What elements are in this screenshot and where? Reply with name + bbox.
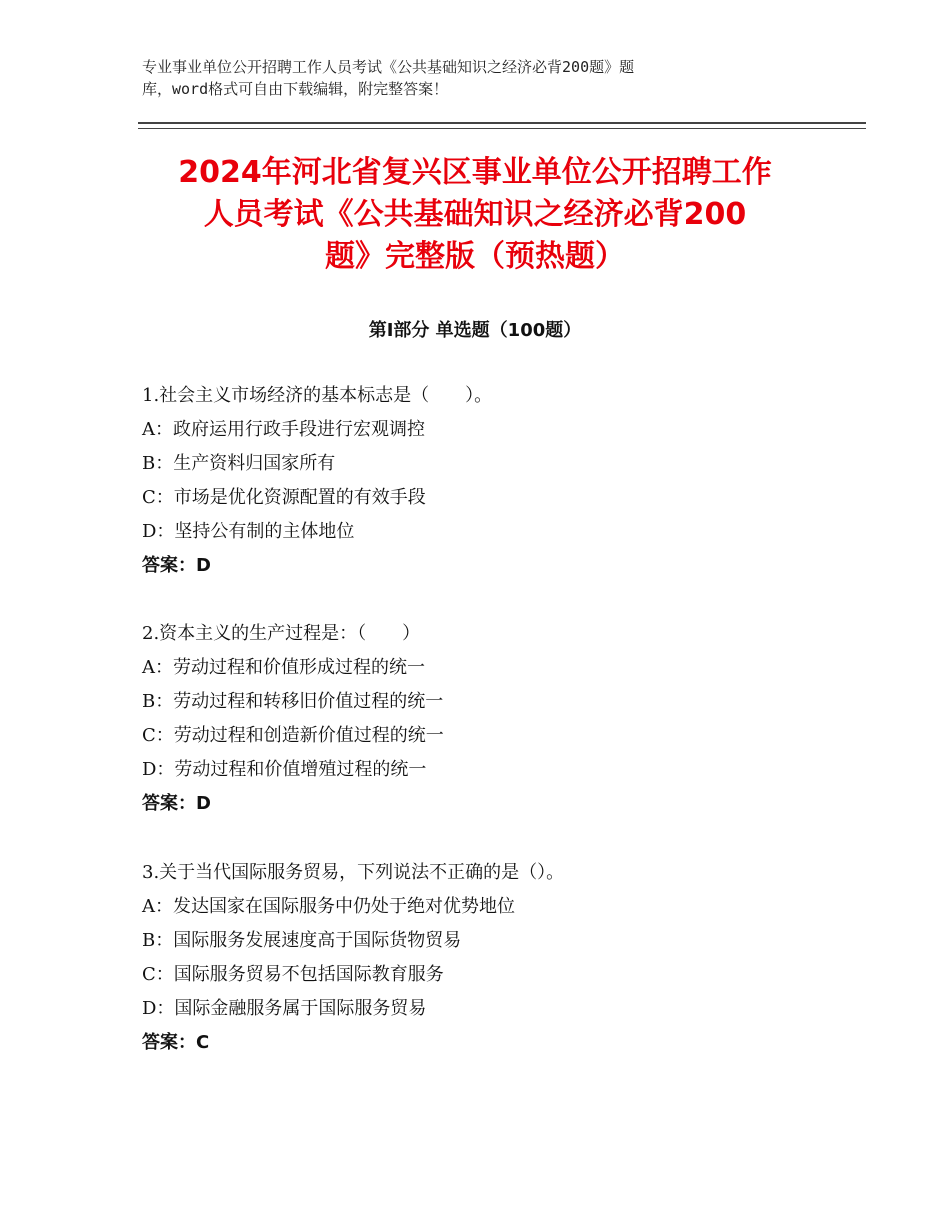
- header-note-line-1: 专业事业单位公开招聘工作人员考试《公共基础知识之经济必背200题》题: [142, 58, 635, 76]
- document-title: [120, 152, 830, 278]
- question-stem: 2.资本主义的生产过程是：（ ）: [142, 623, 421, 644]
- option-c: C：劳动过程和创造新价值过程的统一: [142, 725, 444, 746]
- question-stem: 1.社会主义市场经济的基本标志是（ ）。: [142, 385, 493, 406]
- option-a: A：政府运用行政手段进行宏观调控: [142, 419, 425, 440]
- option-b: B：国际服务发展速度高于国际货物贸易: [142, 930, 462, 951]
- option-d: D：坚持公有制的主体地位: [142, 521, 355, 542]
- header-divider: [138, 122, 866, 129]
- option-b: B：劳动过程和转移旧价值过程的统一: [142, 691, 444, 712]
- question-stem: 3.关于当代国际服务贸易，下列说法不正确的是（）。: [142, 862, 565, 883]
- option-d: D：国际金融服务属于国际服务贸易: [142, 998, 427, 1019]
- title-line-2: 人员考试《公共基础知识之经济必背200: [203, 197, 747, 232]
- question-block: [142, 856, 842, 1060]
- header-note-line-2: 库，word格式可自由下载编辑，附完整答案！: [142, 80, 449, 98]
- option-d: D：劳动过程和价值增殖过程的统一: [142, 759, 427, 780]
- question-block: [142, 379, 842, 583]
- option-b: B：生产资料归国家所有: [142, 453, 336, 474]
- option-c: C：国际服务贸易不包括国际教育服务: [142, 964, 444, 985]
- title-line-3: 题》完整版（预热题）: [325, 239, 625, 274]
- question-block: [142, 617, 842, 821]
- answer-label: 答案：C: [142, 1032, 210, 1053]
- answer-label: 答案：D: [142, 555, 211, 576]
- section-heading: 第Ⅰ部分 单选题（100题）: [368, 320, 582, 341]
- option-c: C：市场是优化资源配置的有效手段: [142, 487, 426, 508]
- title-line-1: 2024年河北省复兴区事业单位公开招聘工作: [178, 155, 772, 190]
- answer-label: 答案：D: [142, 793, 211, 814]
- header-note: [142, 56, 822, 100]
- option-a: A：发达国家在国际服务中仍处于绝对优势地位: [142, 896, 515, 917]
- option-a: A：劳动过程和价值形成过程的统一: [142, 657, 425, 678]
